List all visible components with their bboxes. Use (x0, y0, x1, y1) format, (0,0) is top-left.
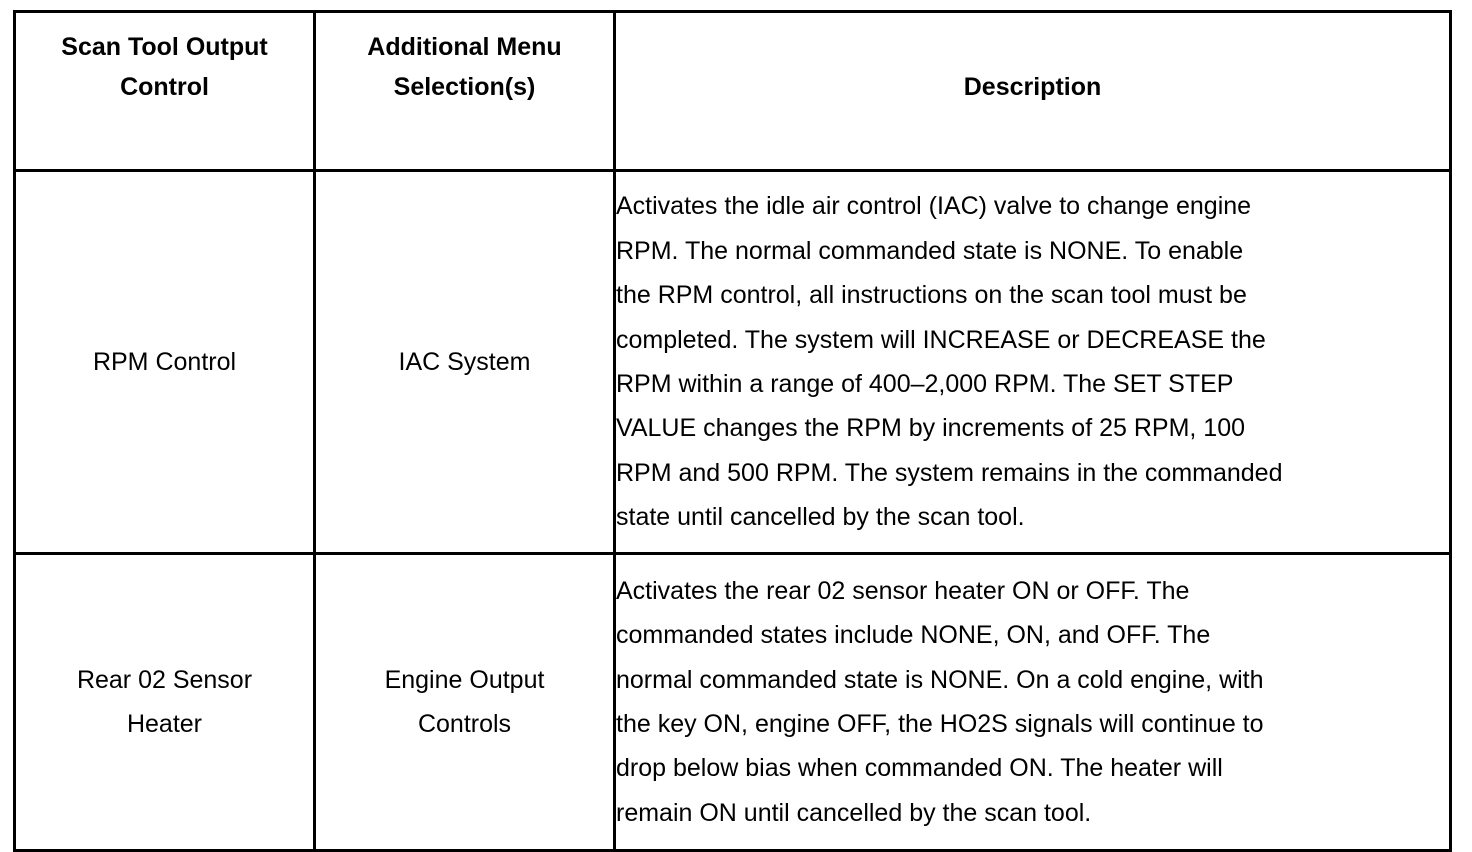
cell-menu-selection (315, 554, 615, 851)
table-row (15, 171, 1451, 554)
cell-menu-selection (315, 171, 615, 554)
description-line: commanded states include NONE, ON, and OFF. The (616, 621, 1211, 650)
cell-control (15, 171, 315, 554)
cell-line: Controls (417, 710, 512, 738)
description-line: completed. The system will INCREASE or DECREASE the (616, 325, 1266, 354)
description-line: RPM and 500 RPM. The system remains in the commanded (616, 458, 1283, 487)
description-line: normal commanded state is NONE. On a cold engine, with (616, 665, 1264, 694)
description-line: the key ON, engine OFF, the HO2S signals will continue to (616, 710, 1264, 738)
table-header-row (15, 12, 1451, 171)
cell-line: Heater (126, 710, 203, 738)
description-line: drop below bias when commanded ON. The heater will (616, 754, 1223, 783)
header-scan-tool-output-control (15, 12, 315, 171)
cell-description (615, 554, 1451, 851)
header-line: Scan Tool Output (61, 33, 268, 61)
cell-line: RPM Control (92, 348, 237, 376)
cell-description (615, 171, 1451, 554)
header-additional-menu-selections (315, 12, 615, 171)
header-line: Additional Menu (367, 33, 562, 61)
table-row (15, 554, 1451, 851)
cell-line: Rear 02 Sensor (76, 666, 253, 694)
cell-line: Engine Output (384, 666, 545, 694)
header-line: Selection(s) (393, 73, 536, 101)
description-line: Activates the idle air control (IAC) valve to change engine (616, 192, 1252, 221)
header-description: Description (615, 12, 1451, 171)
description-line: RPM. The normal commanded state is NONE. To enable (616, 236, 1244, 265)
description-line: remain ON until cancelled by the scan tool. (616, 798, 1092, 827)
output-control-table (13, 10, 1452, 852)
header-line: Control (120, 73, 209, 101)
cell-control (15, 554, 315, 851)
cell-line: IAC System (398, 348, 531, 376)
description-line: state until cancelled by the scan tool. (616, 503, 1025, 532)
description-line: VALUE changes the RPM by increments of 25 RPM, 100 (616, 414, 1246, 443)
description-line: Activates the rear 02 sensor heater ON or OFF. The (616, 576, 1190, 605)
description-line: the RPM control, all instructions on the scan tool must be (616, 281, 1247, 310)
description-line: RPM within a range of 400–2,000 RPM. The SET STEP (616, 370, 1234, 398)
